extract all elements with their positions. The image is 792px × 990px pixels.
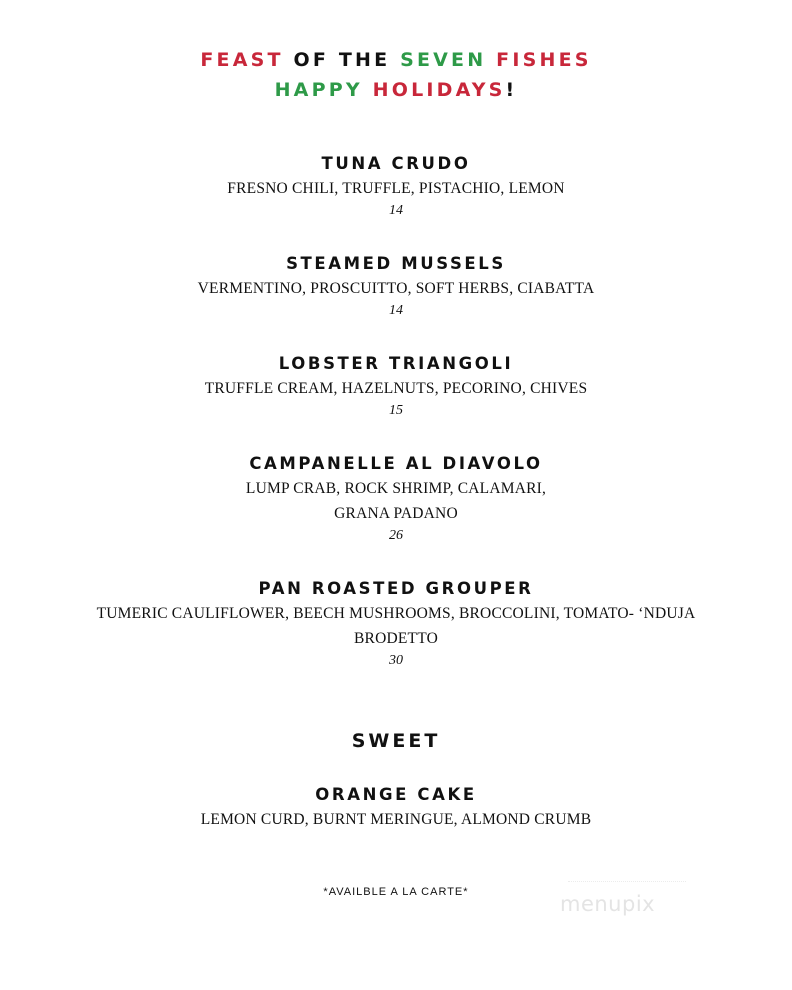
header-line-2 — [0, 75, 792, 105]
header-word: SEVEN — [400, 49, 487, 71]
a-la-carte-note: *AVAILBLE A LA CARTE* — [323, 886, 469, 898]
header-word: FISHES — [486, 49, 592, 71]
dish-description: GRANA PADANO — [334, 505, 458, 522]
header-line-1 — [0, 45, 792, 75]
dish-description: BRODETTO — [354, 630, 438, 647]
header-word: HAPPY — [274, 79, 363, 101]
dish-price: 15 — [389, 403, 403, 418]
menu-item-campanelle-al-diavolo — [0, 454, 792, 546]
watermark-divider — [568, 881, 686, 882]
watermark-logo: menupix — [560, 892, 656, 916]
dish-description: TUMERIC CAULIFLOWER, BEECH MUSHROOMS, BROCCOLINI, TOMATO- ‘NDUJA — [96, 605, 696, 622]
dish-description: LUMP CRAB, ROCK SHRIMP, CALAMARI, — [245, 480, 547, 497]
dish-name: PAN ROASTED GROUPER — [258, 579, 534, 598]
header-word: HOLIDAYS — [362, 79, 506, 101]
dish-description: VERMENTINO, PROSCUITTO, SOFT HERBS, CIABATTA — [197, 280, 595, 297]
menu-item-pan-roasted-grouper — [0, 579, 792, 671]
dish-description: TRUFFLE CREAM, HAZELNUTS, PECORINO, CHIVES — [204, 380, 588, 397]
header-word: FEAST — [200, 49, 284, 71]
menu-item-tuna-crudo — [0, 154, 792, 221]
dish-description: FRESNO CHILI, TRUFFLE, PISTACHIO, LEMON — [227, 180, 565, 197]
dish-price: 14 — [389, 203, 403, 218]
dish-name: STEAMED MUSSELS — [286, 254, 506, 273]
header-word: OF THE — [283, 49, 401, 71]
menu-item-lobster-triangoli — [0, 354, 792, 421]
dish-price: 14 — [389, 303, 403, 318]
dish-description: LEMON CURD, BURNT MERINGUE, ALMOND CRUMB — [200, 811, 592, 828]
section-title-sweet: SWEET — [351, 730, 441, 752]
menu-item-orange-cake — [0, 785, 792, 832]
dish-price: 26 — [389, 528, 403, 543]
dish-price: 30 — [389, 653, 403, 668]
header-word: ! — [505, 79, 518, 101]
dish-name: ORANGE CAKE — [315, 785, 477, 804]
dish-name: LOBSTER TRIANGOLI — [278, 354, 514, 373]
dish-name: CAMPANELLE AL DIAVOLO — [249, 454, 543, 473]
menu-item-steamed-mussels — [0, 254, 792, 321]
dish-name: TUNA CRUDO — [321, 154, 471, 173]
